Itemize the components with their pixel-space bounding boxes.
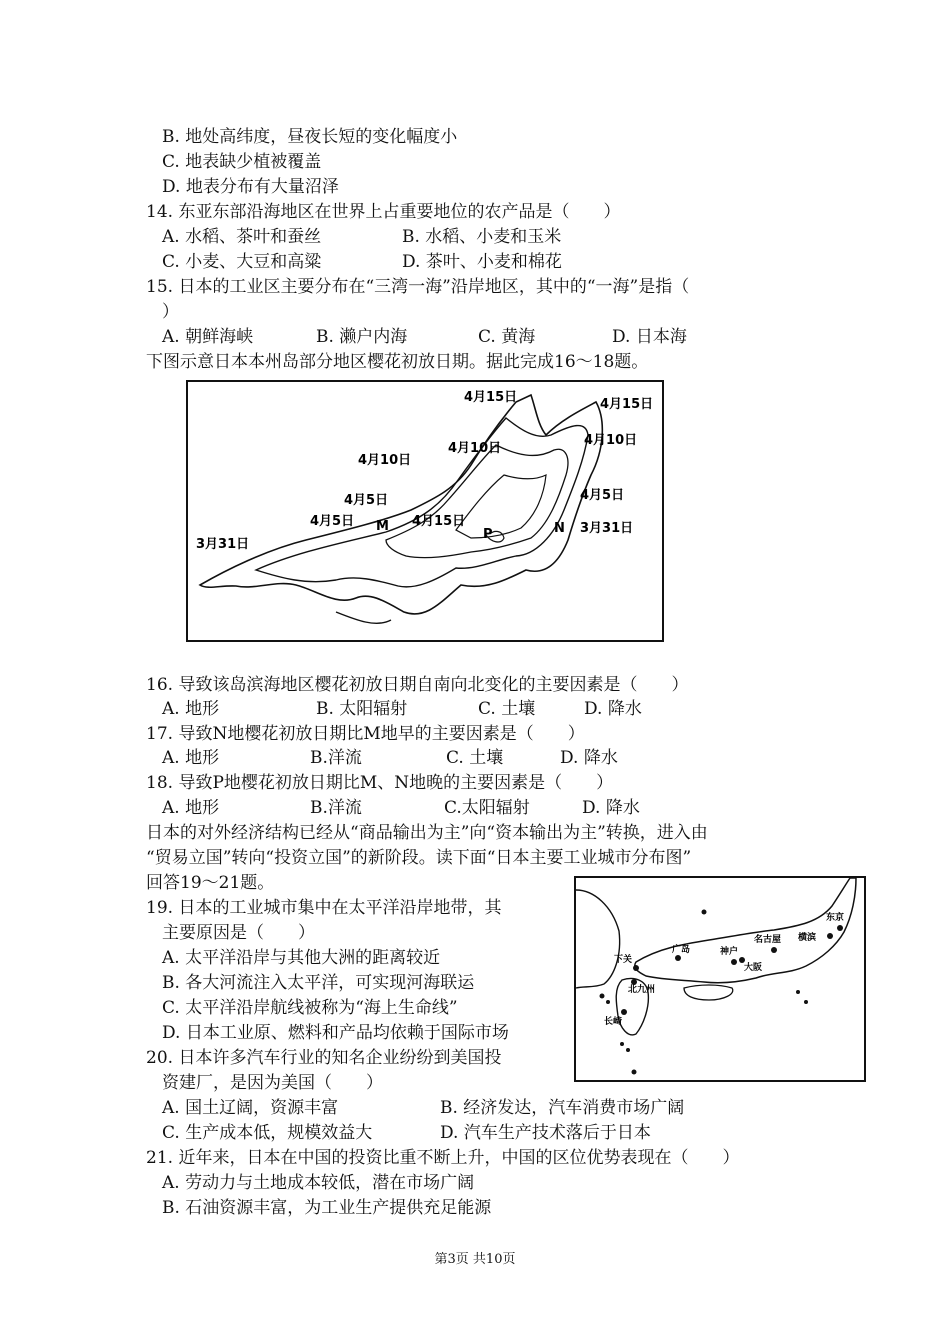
intro-19-21-line1: 日本的对外经济结构已经从“商品输出为主”向“资本输出为主”转换，进入由 [146,823,708,843]
label-apr10-right: 4月10日 [584,433,638,448]
question-15: 15. 日本的工业区主要分布在“三湾一海”沿岸地区，其中的“一海”是指（ [146,277,690,297]
question-19: 19. 日本的工业城市集中在太平洋沿岸地带，其 [146,898,502,918]
city-nagasaki: 长崎 [604,1017,623,1027]
city-shimonoseki: 下关 [614,955,633,965]
label-n: N [554,521,565,536]
option-16b: B. 太阳辐射 [316,699,408,719]
label-apr10-center: 4月10日 [448,441,502,456]
city-yokohama: 横滨 [798,933,817,943]
option-17c: C. 土壤 [446,748,504,768]
option-20a: A. 国土辽阔，资源丰富 [162,1098,339,1118]
option-14b: B. 水稻、小麦和玉米 [402,227,562,247]
label-mar31-right: 3月31日 [580,521,634,536]
option-14d: D. 茶叶、小麦和棉花 [402,252,562,272]
question-20-cont: 资建厂，是因为美国（ ） [162,1073,383,1093]
option-21b: B. 石油资源丰富，为工业生产提供充足能源 [162,1198,492,1218]
option-16c: C. 土壤 [478,699,536,719]
option-19d: D. 日本工业原、燃料和产品均依赖于国际市场 [162,1023,509,1043]
page-footer: 第3页 共10页 [434,1252,516,1267]
label-apr5-right: 4月5日 [580,488,625,503]
japan-industrial-cities-map [574,876,866,1082]
question-17: 17. 导致N地樱花初放日期比M地早的主要因素是（ ） [146,724,585,744]
city-kobe: 神户 [720,947,739,957]
city-nagoya: 名古屋 [754,935,782,945]
city-osaka: 大阪 [744,963,763,973]
option-20d: D. 汽车生产技术落后于日本 [440,1123,651,1143]
option-18a: A. 地形 [162,798,220,818]
option-16d: D. 降水 [584,699,642,719]
question-15-cont: ） [162,302,179,322]
city-kitakyushu: 北九州 [628,985,656,995]
option-14a: A. 水稻、茶叶和蚕丝 [162,227,322,247]
option-21a: A. 劳动力与土地成本较低，潜在市场广阔 [162,1173,475,1193]
option-18d: D. 降水 [582,798,640,818]
question-14: 14. 东亚东部沿海地区在世界上占重要地位的农产品是（ ） [146,202,621,222]
question-21: 21. 近年来，日本在中国的投资比重不断上升，中国的区位优势表现在（ ） [146,1148,740,1168]
intro-16-18: 下图示意日本本州岛部分地区樱花初放日期。据此完成16～18题。 [146,352,649,372]
question-20: 20. 日本许多汽车行业的知名企业纷纷到美国投 [146,1048,502,1068]
option-15b: B. 濑户内海 [316,327,408,347]
option-14c: C. 小麦、大豆和高粱 [162,252,322,272]
label-apr5-left: 4月5日 [310,514,355,529]
option-17d: D. 降水 [560,748,618,768]
option-19a: A. 太平洋沿岸与其他大洲的距离较近 [162,948,441,968]
label-apr15-right: 4月15日 [600,397,654,412]
question-19-cont: 主要原因是（ ） [162,923,315,943]
label-m: M [376,519,389,534]
option-15c: C. 黄海 [478,327,536,347]
option-18b: B.洋流 [310,798,362,818]
option-19b: B. 各大河流注入太平洋，可实现河海联运 [162,973,475,993]
option-20b: B. 经济发达，汽车消费市场广阔 [440,1098,685,1118]
label-apr15-top: 4月15日 [464,390,518,405]
option-15d: D. 日本海 [612,327,687,347]
label-apr15-center: 4月15日 [412,514,466,529]
option-17a: A. 地形 [162,748,220,768]
label-p: P [483,527,493,542]
question-18: 18. 导致P地樱花初放日期比M、N地晚的主要因素是（ ） [146,773,614,793]
city-tokyo: 东京 [826,913,845,923]
option-20c: C. 生产成本低，规模效益大 [162,1123,373,1143]
intro-19-21-line3: 回答19～21题。 [146,873,275,893]
option-19c: C. 太平洋沿岸航线被称为“海上生命线” [162,998,458,1018]
city-hiroshima: 广岛 [672,945,691,955]
option-13d: D. 地表分布有大量沼泽 [162,177,339,197]
option-13c: C. 地表缺少植被覆盖 [162,152,322,172]
option-16a: A. 地形 [162,699,220,719]
option-15a: A. 朝鲜海峡 [162,327,254,347]
label-apr5-mid: 4月5日 [344,493,389,508]
option-18c: C.太阳辐射 [444,798,530,818]
option-17b: B.洋流 [310,748,362,768]
intro-19-21-line2: “贸易立国”转向“投资立国”的新阶段。读下面“日本主要工业城市分布图” [146,848,692,868]
question-16: 16. 导致该岛滨海地区樱花初放日期自南向北变化的主要因素是（ ） [146,675,689,695]
option-13b: B. 地处高纬度，昼夜长短的变化幅度小 [162,127,458,147]
cherry-blossom-map [186,380,664,642]
label-mar31-left: 3月31日 [196,537,250,552]
label-apr10-left: 4月10日 [358,453,412,468]
